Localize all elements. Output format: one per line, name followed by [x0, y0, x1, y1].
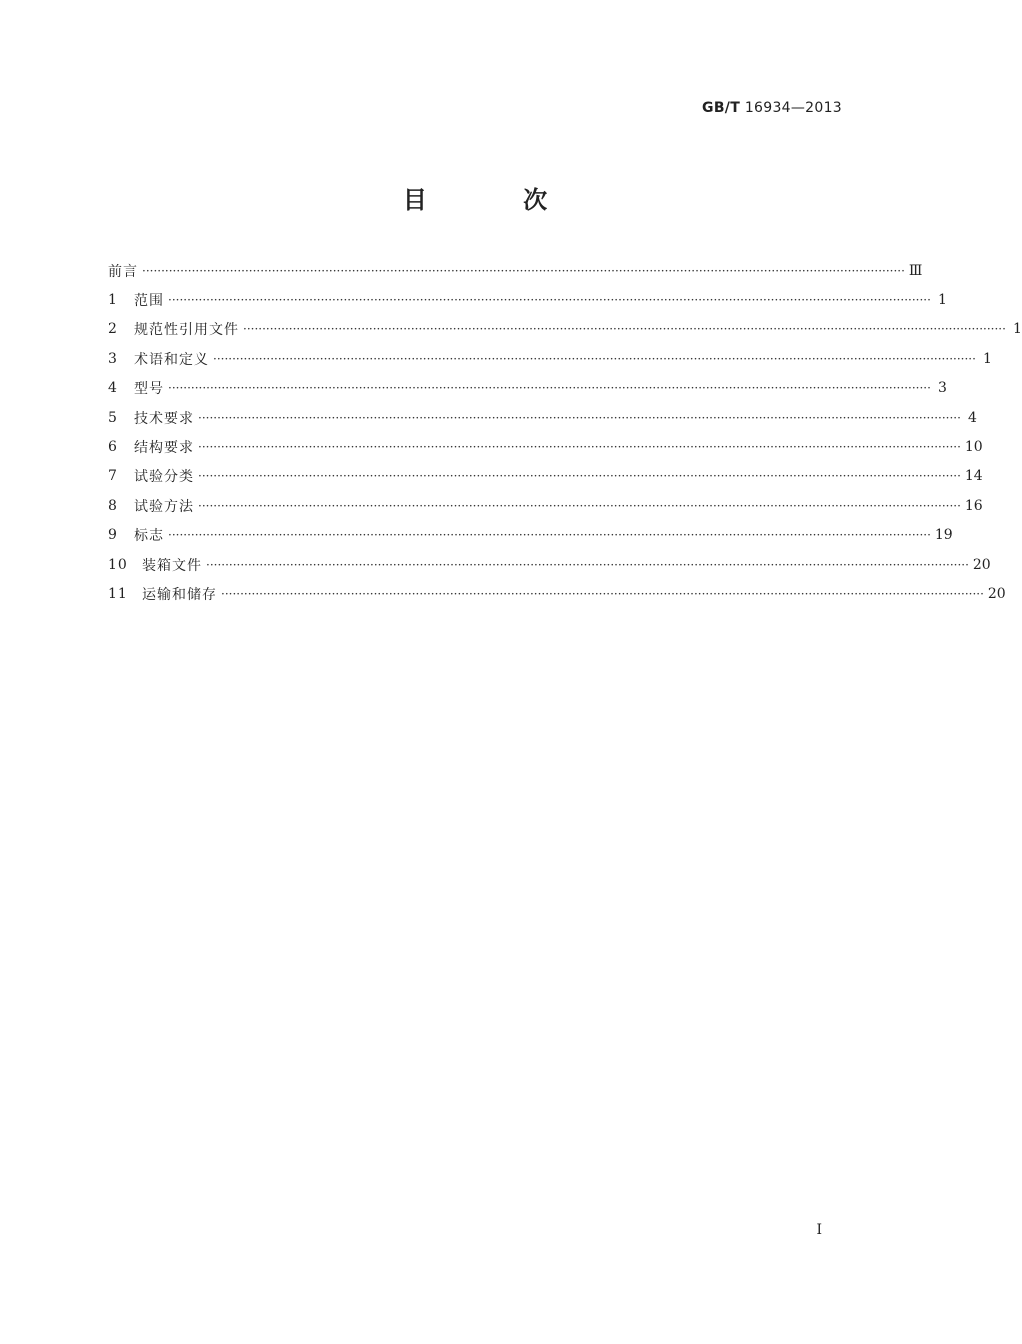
toc-entry-label: 范围 — [134, 293, 164, 310]
toc-entry[interactable] — [108, 403, 977, 432]
toc-entry[interactable] — [108, 521, 953, 550]
toc-entry-label: 型号 — [134, 381, 164, 398]
toc-entry[interactable] — [108, 344, 992, 373]
page-number: I — [816, 1222, 822, 1238]
toc-entry-page: 14 — [964, 468, 983, 485]
toc-dot-leader: ········································································································································································································ — [168, 528, 931, 543]
toc-entry-page: 1 — [1012, 321, 1022, 338]
toc-entry-label: 运输和储存 — [142, 586, 217, 603]
toc-entry-page: 19 — [934, 527, 953, 544]
toc-dot-leader: ········································································································································································································ — [198, 410, 961, 425]
toc-entry-number: 10 — [108, 556, 128, 573]
toc-dot-leader: ········································································································································································································ — [243, 322, 1006, 337]
toc-entry-label: 标志 — [134, 528, 164, 545]
toc-entry-label: 试验分类 — [134, 469, 194, 486]
toc-entry[interactable] — [108, 432, 983, 461]
toc-entry-label: 技术要求 — [134, 410, 194, 427]
toc-entry-number: 2 — [108, 321, 118, 338]
toc-entry-label: 规范性引用文件 — [134, 322, 239, 339]
toc-entry-label: 前言 — [108, 263, 138, 280]
toc-dot-leader: ········································································································································································································ — [142, 263, 905, 278]
toc-entry-page: 10 — [964, 439, 983, 456]
toc-entry[interactable] — [108, 550, 991, 579]
toc-entry-number: 8 — [108, 497, 118, 514]
toc-entry-number: 4 — [108, 380, 118, 397]
toc-dot-leader: ········································································································································································································ — [168, 293, 931, 308]
toc-entry[interactable] — [108, 256, 923, 285]
toc-entry[interactable] — [108, 285, 947, 314]
toc-entry-page: 16 — [964, 497, 983, 514]
toc-entry-page: 3 — [937, 380, 947, 397]
toc-entry-label: 术语和定义 — [134, 351, 209, 368]
toc-entry-number: 11 — [108, 585, 128, 602]
toc-entry-label: 结构要求 — [134, 440, 194, 457]
toc-dot-leader: ········································································································································································································ — [198, 440, 961, 455]
toc-entry-number: 3 — [108, 350, 118, 367]
toc-entry[interactable] — [108, 491, 983, 520]
toc-entry-page: 20 — [972, 556, 991, 573]
toc-entry-page: 4 — [967, 409, 977, 426]
toc-dot-leader: ········································································································································································································ — [198, 469, 961, 484]
toc-dot-leader: ········································································································································································································ — [168, 381, 931, 396]
toc-dot-leader: ········································································································································································································ — [198, 498, 961, 513]
toc-entry-page: 1 — [937, 292, 947, 309]
toc-entry[interactable] — [108, 579, 1006, 608]
toc-entry-number: 1 — [108, 292, 118, 309]
toc-entry-number: 6 — [108, 439, 118, 456]
toc-entry-label: 装箱文件 — [142, 557, 202, 574]
toc-entry[interactable] — [108, 315, 1022, 344]
page-title: 目 次 — [402, 185, 592, 214]
toc-dot-leader: ········································································································································································································ — [206, 557, 969, 572]
toc-dot-leader: ········································································································································································································ — [221, 586, 984, 601]
toc-entry-label: 试验方法 — [134, 498, 194, 515]
toc-entry[interactable] — [108, 374, 947, 403]
toc-entry-number: 7 — [108, 468, 118, 485]
toc-entry-number: 5 — [108, 409, 118, 426]
toc-entry-page: Ⅲ — [908, 262, 923, 279]
toc-dot-leader: ········································································································································································································ — [213, 351, 976, 366]
toc-entry-page: 20 — [987, 585, 1006, 602]
toc-entry-page: 1 — [982, 350, 992, 367]
toc-entry[interactable] — [108, 462, 983, 491]
table-of-contents — [108, 256, 1022, 609]
standard-code — [702, 100, 842, 116]
standard-prefix: GB/T — [702, 100, 741, 116]
standard-number: 16934—2013 — [744, 100, 842, 116]
toc-entry-number: 9 — [108, 527, 118, 544]
